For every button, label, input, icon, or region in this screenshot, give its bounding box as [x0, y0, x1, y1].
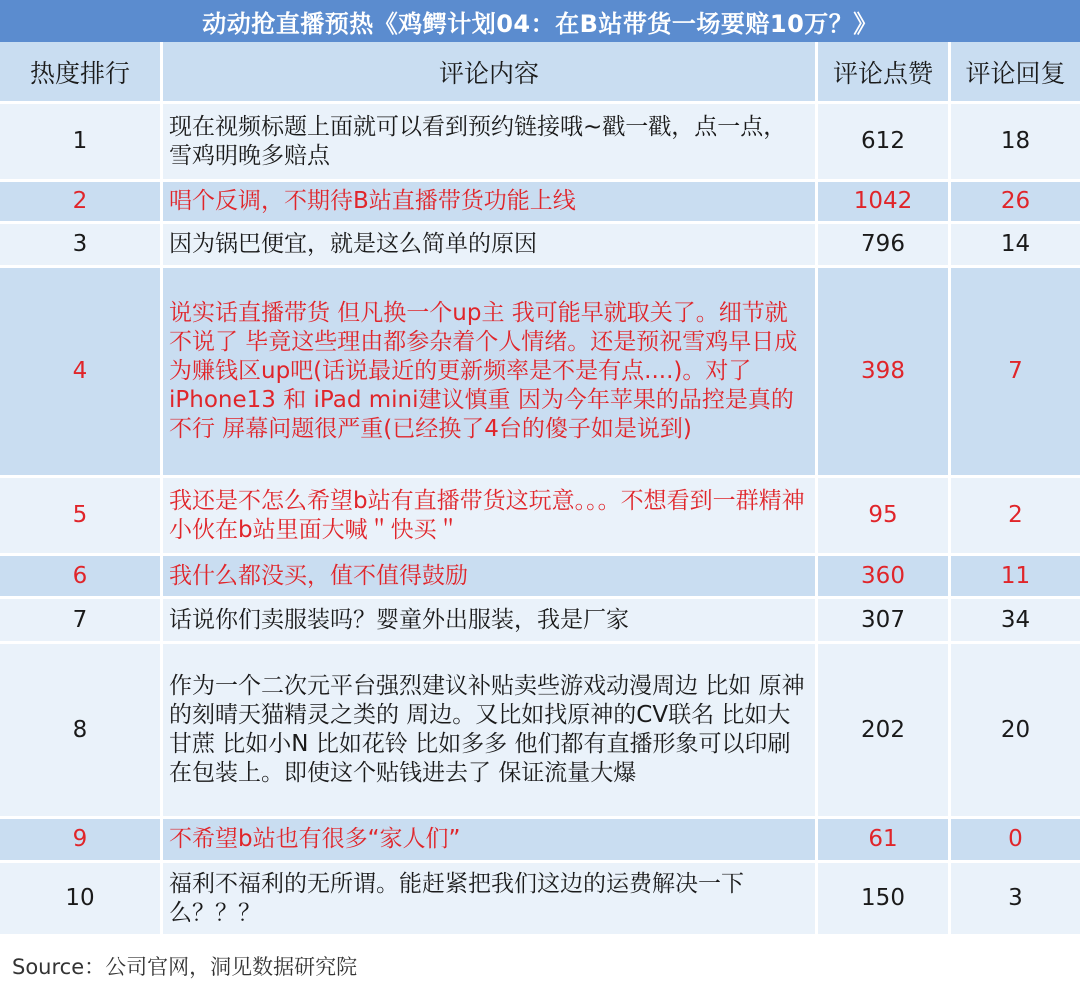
table-row: [0, 644, 1080, 819]
likes-cell: 360: [818, 556, 951, 599]
replies-cell: 18: [951, 104, 1080, 182]
comment-cell: 我什么都没买，值不值得鼓励: [163, 556, 818, 599]
header-rank: 热度排行: [0, 42, 163, 104]
likes-cell: 398: [818, 268, 951, 478]
table-header-row: [0, 42, 1080, 104]
comment-cell: 不希望b站也有很多“家人们”: [163, 819, 818, 863]
rank-cell: 6: [0, 556, 163, 599]
rank-cell: 2: [0, 182, 163, 224]
table-title: 动动抢直播预热《鸡鳄计划04：在B站带货一场要赔10万？》: [0, 0, 1080, 42]
replies-cell: 2: [951, 478, 1080, 556]
comment-cell: 作为一个二次元平台强烈建议补贴卖些游戏动漫周边 比如 原神的刻晴天猫精灵之类的 周边。又比如找原神的CV联名 比如大甘蔗 比如小N 比如花铃 比如多多 他们都有直播形象可以印刷在包装上。即使这个贴钱进去了 保证流量大爆: [163, 644, 818, 819]
replies-cell: 26: [951, 182, 1080, 224]
likes-cell: 61: [818, 819, 951, 863]
comment-cell: 话说你们卖服装吗？婴童外出服装，我是厂家: [163, 599, 818, 644]
replies-cell: 14: [951, 224, 1080, 268]
replies-cell: 34: [951, 599, 1080, 644]
table-row: [0, 182, 1080, 224]
table-row: [0, 819, 1080, 863]
replies-cell: 11: [951, 556, 1080, 599]
comment-ranking-table: [0, 42, 1080, 937]
table-row: [0, 104, 1080, 182]
likes-cell: 95: [818, 478, 951, 556]
rank-cell: 3: [0, 224, 163, 268]
header-likes: 评论点赞: [818, 42, 951, 104]
comment-cell: 福利不福利的无所谓。能赶紧把我们这边的运费解决一下么？？？: [163, 863, 818, 937]
comment-cell: 说实话直播带货 但凡换一个up主 我可能早就取关了。细节就不说了 毕竟这些理由都参杂着个人情绪。还是预祝雪鸡早日成为赚钱区up吧(话说最近的更新频率是不是有点....)。对了 iPhone13 和 iPad mini建议慎重 因为今年苹果的品控是真的不行 屏幕问题很严重(已经换了4台的傻子如是说到): [163, 268, 818, 478]
table-row: [0, 268, 1080, 478]
likes-cell: 202: [818, 644, 951, 819]
table-row: [0, 556, 1080, 599]
source-note: Source：公司官网，洞见数据研究院: [12, 955, 358, 979]
likes-cell: 1042: [818, 182, 951, 224]
rank-cell: 8: [0, 644, 163, 819]
comment-cell: 现在视频标题上面就可以看到预约链接哦~戳一戳，点一点，雪鸡明晚多赔点: [163, 104, 818, 182]
replies-cell: 20: [951, 644, 1080, 819]
likes-cell: 150: [818, 863, 951, 937]
table-row: [0, 599, 1080, 644]
rank-cell: 5: [0, 478, 163, 556]
rank-cell: 9: [0, 819, 163, 863]
rank-cell: 7: [0, 599, 163, 644]
header-replies: 评论回复: [951, 42, 1080, 104]
rank-cell: 4: [0, 268, 163, 478]
table-row: [0, 478, 1080, 556]
table-row: [0, 863, 1080, 937]
likes-cell: 796: [818, 224, 951, 268]
replies-cell: 0: [951, 819, 1080, 863]
comment-cell: 因为锅巴便宜，就是这么简单的原因: [163, 224, 818, 268]
likes-cell: 307: [818, 599, 951, 644]
rank-cell: 10: [0, 863, 163, 937]
likes-cell: 612: [818, 104, 951, 182]
table-row: [0, 224, 1080, 268]
comment-cell: 唱个反调，不期待B站直播带货功能上线: [163, 182, 818, 224]
header-comment: 评论内容: [163, 42, 818, 104]
replies-cell: 7: [951, 268, 1080, 478]
replies-cell: 3: [951, 863, 1080, 937]
comment-cell: 我还是不怎么希望b站有直播带货这玩意。。。不想看到一群精神小伙在b站里面大喊＂快买＂: [163, 478, 818, 556]
rank-cell: 1: [0, 104, 163, 182]
